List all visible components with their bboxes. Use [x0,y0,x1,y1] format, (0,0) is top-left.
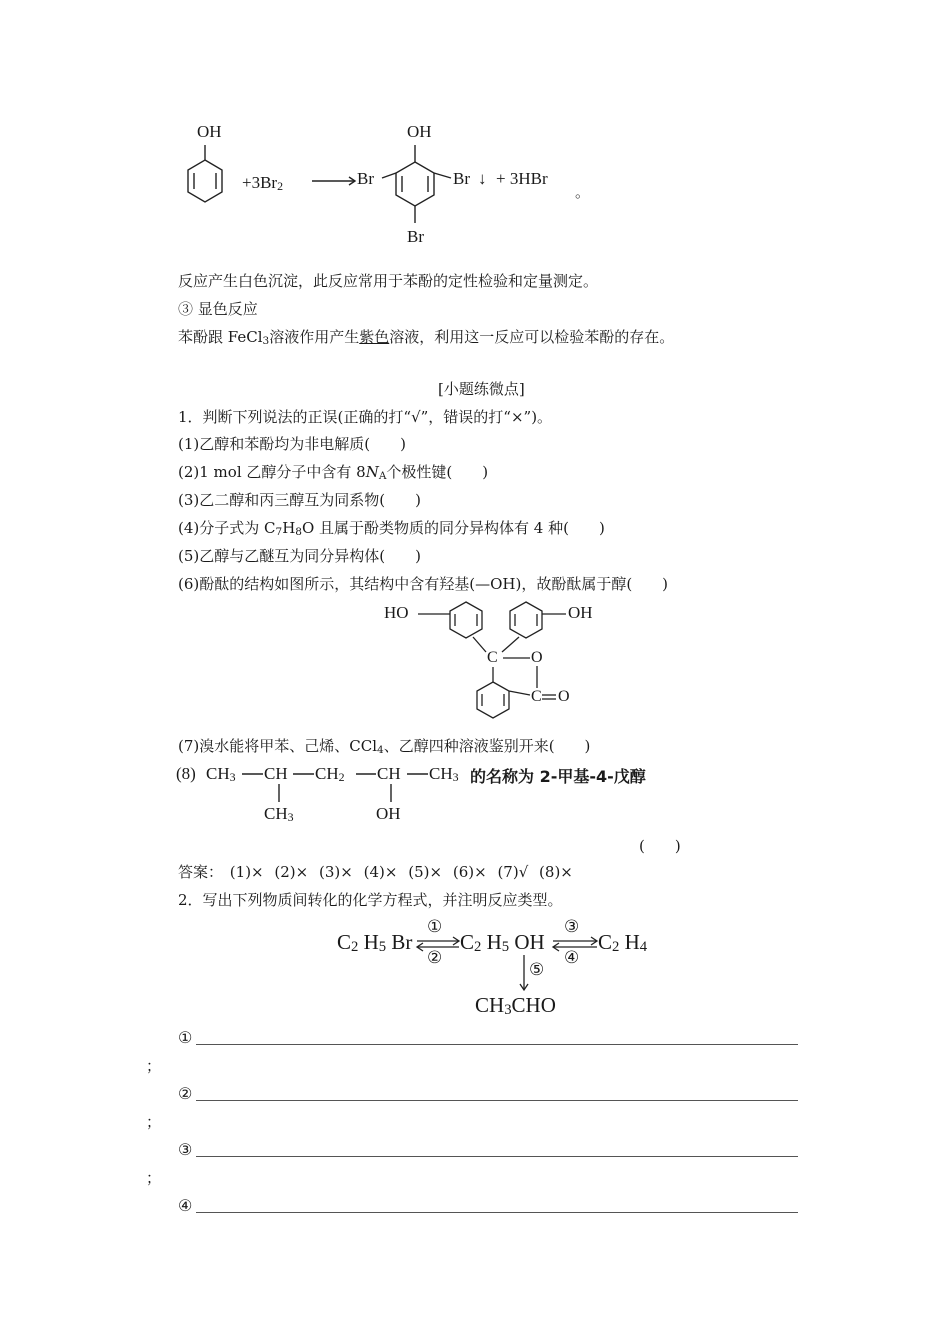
q1-item-7: (7)溴水能将甲苯、己烯、CCl$_4$、乙醇四种溶液鉴别开来( ) [178,737,591,756]
question-2-title: 2．写出下列物质间转化的化学方程式，并注明反应类型。 [178,891,563,909]
blank-2-label: ② [178,1084,193,1103]
pentanol-ch3-right: $CH_3$ [429,764,459,784]
hbr-product: + 3HBr [496,169,548,188]
scheme-label-2: ② [427,948,443,967]
pentanol-methyl-branch: $CH_3$ [264,804,294,824]
semicolon-2: ； [146,1113,162,1131]
scheme-ch3cho: $CH_3CHO$ [475,993,556,1018]
q1-item-4: (4)分子式为 $C_7H_8O$ 且属于酚类物质的同分异构体有 4 种( ) [178,519,605,538]
paragraph-color-reaction-heading: ③ 显色反应 [178,300,258,318]
answer-line [178,862,579,882]
blank-3-label: ③ [178,1140,193,1159]
phenolphthalein-central-c: C [487,649,498,666]
phenolphthalein-structure [380,600,610,730]
answer-label: 答案： [178,863,224,881]
section-title: [小题练微点] [438,380,525,398]
paragraph-fecl3: 苯酚跟 FeCl$_3$溶液作用产生紫色溶液，利用这一反应可以检验苯酚的存在。 [178,328,675,347]
semicolon-3: ； [146,1169,162,1187]
blank-4-line[interactable] [196,1212,798,1213]
scheme-label-4: ④ [564,948,580,967]
scheme-label-5: ⑤ [529,960,545,979]
product-br-right: Br [453,169,470,188]
pentanol-ch2: $CH_2$ [315,764,345,784]
phenolphthalein-ring-o: O [531,649,543,666]
pentanol-ch3-left: $CH_3$ [206,764,236,784]
answer-8: (8)× [539,863,573,881]
phenolphthalein-ho: HO [384,603,409,622]
blank-2-line[interactable] [196,1100,798,1101]
reaction-period: 。 [575,185,591,201]
q1-item-8 [176,760,696,830]
q1-item-8-paren: ( ) [639,837,681,855]
q1-item-8-label: (8) [176,764,196,783]
q1-item-6: (6)酚酞的结构如图所示，其结构中含有羟基(—OH)，故酚酞属于醇( ) [178,575,669,593]
semicolon-1: ； [146,1057,162,1075]
answer-3: (3)× [319,863,353,881]
q1-item-8-name: 的名称为 2-甲基-4-戊醇 [470,767,646,786]
top-reaction [170,115,600,255]
q1-item-3: (3)乙二醇和丙三醇互为同系物( ) [178,491,421,509]
pentanol-ch-branch: CH [264,764,288,783]
phenolphthalein-carbonyl-o: O [558,688,570,705]
pentanol-ch-hydroxyl: CH [377,764,401,783]
pentanol-oh-branch: OH [376,804,401,823]
scheme-c2h5oh: $C_2$ $H_5$ OH [460,930,545,955]
blank-1-label: ① [178,1028,193,1047]
answer-2: (2)× [274,863,309,881]
phenolphthalein-oh: OH [568,603,593,622]
answer-5: (5)× [408,863,443,881]
product-oh-label: OH [407,122,432,141]
scheme-c2h5br: $C_2$ $H_5$ Br [337,930,413,955]
answer-7: (7)√ [497,863,529,881]
question-1-title: 1．判断下列说法的正误(正确的打“√”，错误的打“×”)。 [178,408,553,426]
q1-item-1: (1)乙醇和苯酚均为非电解质( ) [178,435,406,453]
q1-item-2: (2)1 mol 乙醇分子中含有 $8N_A$个极性键( ) [178,463,489,482]
phenol-oh-label: OH [197,122,222,141]
answer-6: (6)× [452,863,487,881]
precipitate-arrow: ↓ [478,169,487,188]
conversion-scheme [335,915,665,1025]
bromine-reagent: $+3Br_2$ [242,173,284,193]
blank-3-line[interactable] [196,1156,798,1157]
scheme-label-3: ③ [564,917,580,936]
blank-1-line[interactable] [196,1044,798,1045]
q1-item-5: (5)乙醇与乙醚互为同分异构体( ) [178,547,421,565]
product-br-bottom: Br [407,227,424,246]
phenolphthalein-carbonyl-c: C [531,688,542,705]
product-br-left: Br [357,169,374,188]
scheme-label-1: ① [427,917,443,936]
answer-4: (4)× [363,863,398,881]
scheme-c2h4: $C_2$ $H_4$ [598,930,648,955]
answer-1: (1)× [229,863,264,881]
blank-4-label: ④ [178,1196,193,1215]
paragraph-precipitate: 反应产生白色沉淀，此反应常用于苯酚的定性检验和定量测定。 [178,272,599,290]
